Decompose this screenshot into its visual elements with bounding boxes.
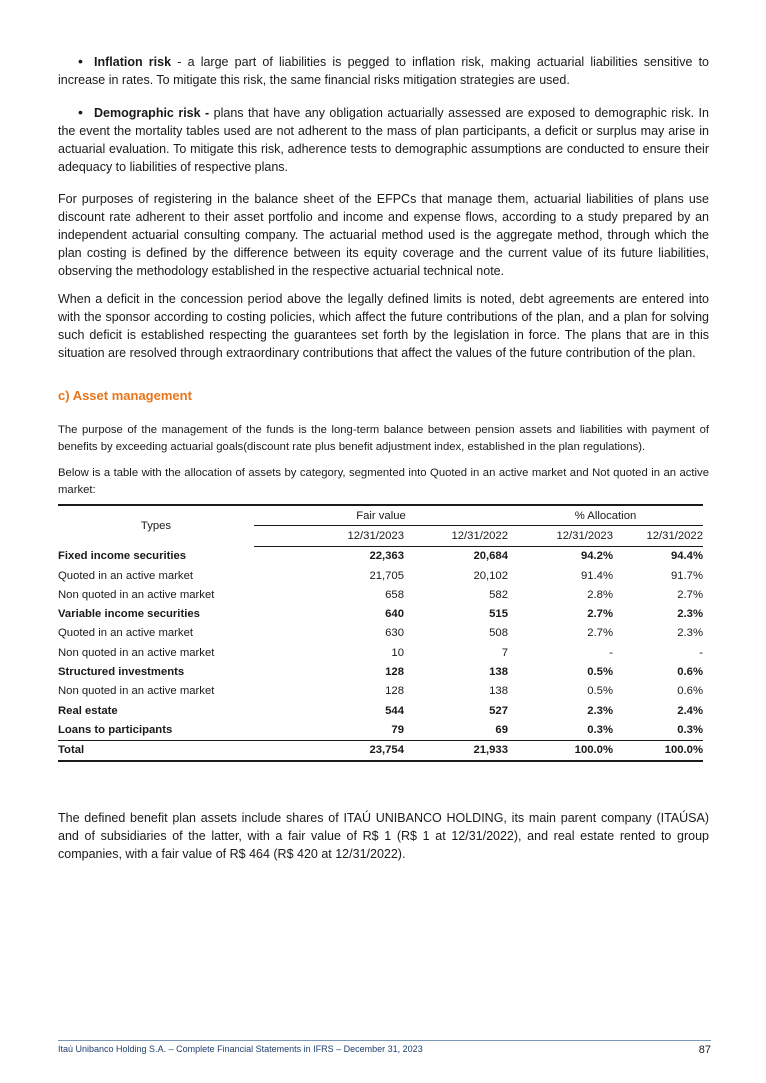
- section-title: c) Asset management: [58, 388, 192, 403]
- row-value: 91.7%: [670, 569, 703, 582]
- row-value: 2.7%: [587, 608, 613, 621]
- table-row: [58, 662, 703, 681]
- row-value: 21,705: [369, 569, 404, 582]
- row-label: Real estate: [58, 704, 118, 717]
- row-value: 79: [391, 723, 404, 736]
- bullet-dot-icon: •: [78, 104, 83, 120]
- row-label: Total: [58, 740, 254, 761]
- table-row: [58, 566, 703, 585]
- bullet-term: Inflation risk: [94, 55, 172, 69]
- row-value: 128: [385, 685, 404, 698]
- row-value: -: [699, 646, 703, 659]
- row-value: 2.3%: [677, 627, 703, 640]
- asset-allocation-table: [58, 504, 703, 762]
- bullet-term: Demographic risk -: [94, 106, 210, 120]
- types-header: Types: [58, 505, 254, 546]
- document-page: [58, 52, 709, 873]
- bullet-dot-icon: •: [78, 53, 83, 69]
- row-value: 515: [489, 608, 508, 621]
- row-value: 94.4%: [670, 550, 703, 563]
- paragraph-table-intro: Below is a table with the allocation of assets by category, segmented into Quoted in an active market and Not quoted in an active market:: [58, 467, 709, 496]
- table-row: [58, 604, 703, 623]
- table-row: [58, 701, 703, 720]
- bullet-text: plans that have any obligation actuarially assessed are exposed to demographic risk. In the event the mortality tables used are not adherent to the mass of plan participants, a deficit or surplus may arise in actuarial evaluation. To mitigate this risk, adherence tests to demographic assumptions are conducted to ensure their adequacy to liabilities of respective plans.: [58, 106, 709, 174]
- paragraph-closing: The defined benefit plan assets include shares of ITAÚ UNIBANCO HOLDING, its main parent company (ITAÚSA) and of subsidiaries of the latter, with a fair value of R$ 1 (R$ 1 at 12/31/2022), and real estate rented to group companies, with a fair value of R$ 464 (R$ 420 at 12/31/2022).: [58, 810, 709, 861]
- row-value: 128: [385, 666, 404, 679]
- row-value: 91.4%: [580, 569, 613, 582]
- row-label: Variable income securities: [58, 608, 200, 621]
- date-header: 12/31/2022: [613, 526, 703, 546]
- page-number: 87: [698, 1044, 711, 1056]
- row-value: 0.6%: [677, 666, 703, 679]
- row-value: 508: [489, 627, 508, 640]
- row-value: 544: [385, 704, 404, 717]
- row-value: 10: [391, 646, 404, 659]
- row-value: 658: [385, 588, 404, 601]
- row-value: 138: [489, 685, 508, 698]
- row-value: 582: [489, 588, 508, 601]
- row-label: Quoted in an active market: [58, 569, 194, 582]
- row-value: 2.8%: [587, 588, 613, 601]
- row-value: 0.5%: [587, 666, 613, 679]
- allocation-header: % Allocation: [508, 505, 703, 526]
- table-row: [58, 624, 703, 643]
- table-row: [58, 720, 703, 740]
- row-label: Fixed income securities: [58, 549, 187, 562]
- paragraph-purpose: The purpose of the management of the funds is the long-term balance between pension assets and liabilities with payment of benefits by exceeding actuarial goals(discount rate plus benefit adjustment index, established in the plan regulations).: [58, 424, 709, 453]
- row-label: Loans to participants: [58, 723, 173, 736]
- row-value: 69: [495, 723, 508, 736]
- table-row: [58, 546, 703, 566]
- row-value: 100.0%: [613, 740, 703, 761]
- bullet-text: a large part of liabilities is pegged to inflation risk, making actuarial liabilities sensitive to increase in rates. To mitigate this risk, the same financial risks mitigation strategies are used.: [58, 55, 710, 87]
- paragraph-deficit: When a deficit in the concession period above the legally defined limits is noted, debt agreements are entered into with the sponsor according to costing policies, which affect the future contributions of the plan, and a plan for solving such deficit is established respecting the guarantees set forth by the legislation in force. The plans that are in this situation are resolved through extraordinary contributions that affect the values of the future contribution of the plan.: [58, 292, 709, 360]
- page-footer: [58, 1040, 711, 1054]
- row-value: 20,684: [473, 550, 508, 563]
- row-label: Quoted in an active market: [58, 627, 194, 640]
- row-value: 640: [385, 608, 404, 621]
- date-header: 12/31/2023: [508, 526, 613, 546]
- row-value: 138: [489, 666, 508, 679]
- date-header: 12/31/2022: [404, 526, 508, 546]
- table-row: [58, 682, 703, 701]
- row-value: 100.0%: [508, 740, 613, 761]
- row-value: 21,933: [404, 740, 508, 761]
- row-value: 2.4%: [677, 704, 703, 717]
- row-value: 2.3%: [677, 608, 703, 621]
- row-value: 0.3%: [677, 723, 703, 736]
- row-value: 527: [489, 704, 508, 717]
- row-label: Non quoted in an active market: [58, 646, 215, 659]
- row-value: 23,754: [254, 740, 404, 761]
- total-row: [58, 740, 703, 761]
- bullet-inflation-risk: • Inflation risk - a large part of liabilities is pegged to inflation risk, making actuarial liabilities sensitive to increase in rates. To mitigate this risk, the same financial risks mitigation strategies are used.: [58, 53, 710, 87]
- fair-value-header: Fair value: [254, 505, 508, 526]
- row-label: Structured investments: [58, 666, 185, 679]
- row-value: 22,363: [369, 550, 404, 563]
- footer-text: Itaú Unibanco Holding S.A. – Complete Financial Statements in IFRS – December 31, 2023: [58, 1044, 423, 1054]
- table-row: [58, 585, 703, 604]
- row-value: 94.2%: [580, 550, 613, 563]
- row-value: 0.6%: [677, 685, 703, 698]
- paragraph-actuarial-liabilities: For purposes of registering in the balance sheet of the EFPCs that manage them, actuarial liabilities of plans use discount rate adherent to their asset portfolio and income and expense flows, according to a study prepared by an independent actuarial consulting company. The actuarial method used is the aggregate method, through which the plan costing is defined by the difference between its equity coverage and the current value of its future liabilities, observing the methodology established in the respective actuarial technical note.: [58, 192, 709, 278]
- table-body: [58, 546, 703, 761]
- row-value: 0.3%: [587, 723, 613, 736]
- row-value: 630: [385, 627, 404, 640]
- bullet-demographic-risk: [58, 103, 709, 176]
- date-header: 12/31/2023: [254, 526, 404, 546]
- row-value: -: [609, 646, 613, 659]
- row-value: 7: [501, 646, 508, 659]
- row-value: 0.5%: [587, 685, 613, 698]
- row-value: 2.7%: [587, 627, 613, 640]
- row-label: Non quoted in an active market: [58, 588, 215, 601]
- row-label: Non quoted in an active market: [58, 685, 215, 698]
- table-row: [58, 643, 703, 662]
- row-value: 2.3%: [587, 704, 613, 717]
- row-value: 20,102: [473, 569, 508, 582]
- row-value: 2.7%: [677, 588, 703, 601]
